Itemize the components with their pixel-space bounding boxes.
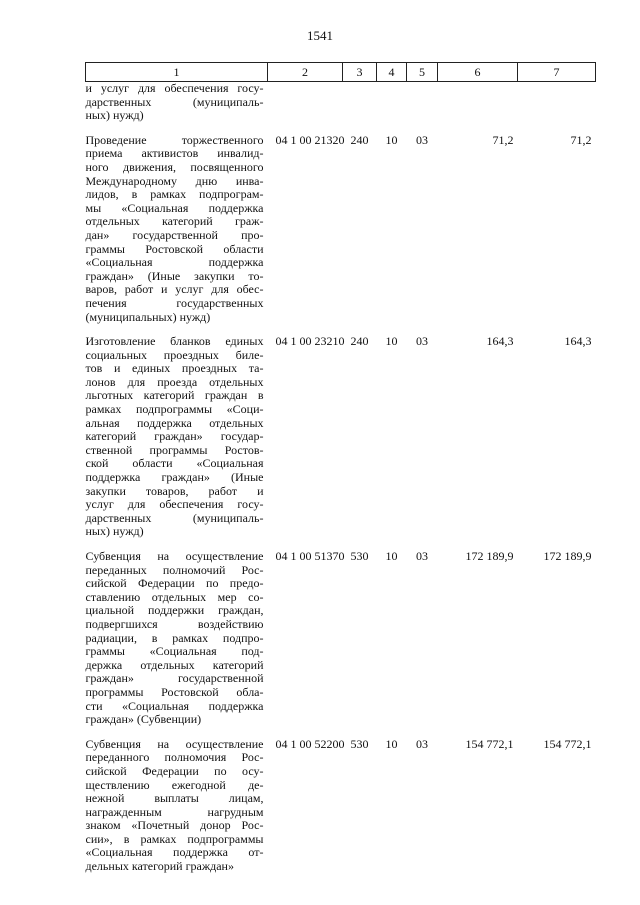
description-line: переданных полномочий Рос- bbox=[85, 562, 264, 577]
description-line: Субвенция на осуществление bbox=[85, 549, 264, 563]
description-line: граждан» (Иные закупки то- bbox=[85, 268, 264, 283]
row-value-col6: 164,3 bbox=[486, 334, 514, 349]
row-description bbox=[86, 335, 268, 550]
column-header-4: 4 bbox=[377, 63, 407, 82]
row-code: 04 1 00 21320 bbox=[275, 132, 345, 147]
description-line: ственной программы Ростов- bbox=[85, 442, 264, 457]
row-value-col6 bbox=[438, 82, 518, 134]
description-line: лидов, в рамках подпрограм- bbox=[85, 187, 264, 202]
description-line: дельных категорий граждан» bbox=[85, 859, 234, 874]
row-code: 04 1 00 51370 bbox=[275, 549, 345, 563]
column-header-6: 6 bbox=[438, 63, 518, 82]
row-value-col7: 164,3 bbox=[564, 334, 592, 349]
budget-table bbox=[85, 62, 596, 885]
description-line: лонов для проезда отдельных bbox=[85, 374, 264, 389]
row-expense-type: 240 bbox=[350, 132, 369, 147]
column-header-1: 1 bbox=[86, 63, 268, 82]
row-subsection: 03 bbox=[416, 334, 428, 349]
description-line: варов, работ и услуг для обес- bbox=[85, 282, 264, 297]
row-value-col6: 172 189,9 bbox=[465, 549, 514, 563]
row-value-col7 bbox=[518, 82, 596, 134]
table-row bbox=[86, 738, 596, 885]
description-line: категорий граждан» государ- bbox=[85, 429, 264, 444]
row-expense-type: 240 bbox=[350, 334, 369, 349]
description-line: радиации, в рамках подпро- bbox=[85, 630, 264, 645]
description-line: «Социальная поддержка bbox=[85, 255, 264, 270]
description-line: знаком «Почетный донор Рос- bbox=[85, 818, 264, 833]
description-line: нежной выплаты лицам, bbox=[85, 791, 264, 806]
row-value-col6: 154 772,1 bbox=[465, 736, 514, 751]
description-line: подвергшихся воздействию bbox=[85, 616, 264, 631]
description-line: тов и единых проездных та- bbox=[85, 361, 264, 376]
row-section bbox=[377, 82, 407, 134]
description-line: сийской Федерации по осу- bbox=[85, 763, 264, 778]
description-line: закупки товаров, работ и bbox=[85, 483, 264, 498]
description-line: граммы Ростовской области bbox=[85, 241, 264, 256]
description-line: услуг для обеспечения госу- bbox=[85, 497, 264, 512]
description-line: ного движения, посвященного bbox=[85, 159, 264, 174]
description-line: граммы «Социальная под- bbox=[85, 644, 264, 659]
description-line: Международному дню инва- bbox=[85, 173, 264, 188]
row-description bbox=[86, 82, 268, 134]
description-line: сийской Федерации по предо- bbox=[85, 576, 264, 591]
column-header-5: 5 bbox=[407, 63, 438, 82]
description-line: дарственных (муниципаль- bbox=[85, 94, 264, 109]
description-line: рамках подпрограммы «Соци- bbox=[85, 402, 264, 417]
description-line: сии», в рамках подпрограммы bbox=[85, 831, 264, 846]
table-row bbox=[86, 335, 596, 550]
table-row bbox=[86, 550, 596, 738]
description-line: «Социальная поддержка от- bbox=[85, 845, 264, 860]
description-line: приема активистов инвалид- bbox=[85, 146, 264, 161]
row-expense-type bbox=[343, 82, 377, 134]
row-description bbox=[86, 738, 268, 885]
page-number: 1541 bbox=[307, 28, 333, 43]
description-line: переданного полномочия Рос- bbox=[85, 750, 264, 765]
description-line: Субвенция на осуществление bbox=[85, 736, 264, 751]
description-line: поддержка граждан» (Иные bbox=[85, 470, 264, 485]
description-line: отдельных категорий граж- bbox=[85, 214, 264, 229]
description-line: сти «Социальная поддержка bbox=[85, 698, 264, 713]
row-subsection: 03 bbox=[416, 549, 428, 563]
column-header-2: 2 bbox=[268, 63, 343, 82]
row-description bbox=[86, 134, 268, 335]
row-description bbox=[86, 550, 268, 738]
description-line: дан» государственной про- bbox=[85, 227, 264, 242]
column-header-3: 3 bbox=[343, 63, 377, 82]
description-line: граждан» (Субвенции) bbox=[85, 712, 202, 727]
column-header-7: 7 bbox=[518, 63, 596, 82]
row-code: 04 1 00 52200 bbox=[275, 736, 345, 751]
description-line: ществлению ежегодной де- bbox=[85, 777, 264, 792]
row-value-col7: 172 189,9 bbox=[543, 549, 592, 563]
description-line: программы Ростовской обла- bbox=[85, 684, 264, 699]
description-line: держка отдельных категорий bbox=[85, 657, 264, 672]
description-line: льготных категорий граждан в bbox=[85, 388, 264, 403]
row-subsection: 03 bbox=[416, 736, 428, 751]
description-line: печения государственных bbox=[85, 295, 264, 310]
description-line: ставлению отдельных мер со- bbox=[85, 589, 264, 604]
header-row bbox=[86, 63, 596, 82]
description-line: мы «Социальная поддержка bbox=[85, 200, 264, 215]
row-value-col6: 71,2 bbox=[492, 132, 514, 147]
description-line: Проведение торжественного bbox=[85, 132, 264, 147]
row-section: 10 bbox=[385, 334, 398, 349]
description-line: граждан» государственной bbox=[85, 671, 264, 686]
row-expense-type: 530 bbox=[350, 736, 369, 751]
row-value-col7: 154 772,1 bbox=[543, 736, 592, 751]
row-subsection: 03 bbox=[416, 132, 428, 147]
description-line: социальных проездных биле- bbox=[85, 347, 264, 362]
row-section: 10 bbox=[385, 736, 398, 751]
description-line: ных) нужд) bbox=[85, 108, 144, 123]
row-subsection bbox=[407, 82, 438, 134]
description-line: альная поддержка отдельных bbox=[85, 415, 264, 430]
row-expense-type: 530 bbox=[350, 549, 369, 563]
table-row bbox=[86, 134, 596, 335]
description-line: и услуг для обеспечения госу- bbox=[85, 81, 264, 95]
table-row bbox=[86, 82, 596, 134]
row-value-col7: 71,2 bbox=[570, 132, 592, 147]
description-line: ской области «Социальная bbox=[85, 456, 264, 471]
description-line: (муниципальных) нужд) bbox=[85, 309, 211, 324]
description-line: Изготовление бланков единых bbox=[85, 334, 264, 349]
description-line: дарственных (муниципаль- bbox=[85, 510, 264, 525]
row-code bbox=[268, 82, 343, 134]
description-line: награжденным нагрудным bbox=[85, 804, 264, 819]
row-section: 10 bbox=[385, 132, 398, 147]
row-section: 10 bbox=[385, 549, 398, 563]
row-code: 04 1 00 23210 bbox=[275, 334, 345, 349]
description-line: циальной поддержки граждан, bbox=[85, 603, 264, 618]
description-line: ных) нужд) bbox=[85, 524, 144, 539]
